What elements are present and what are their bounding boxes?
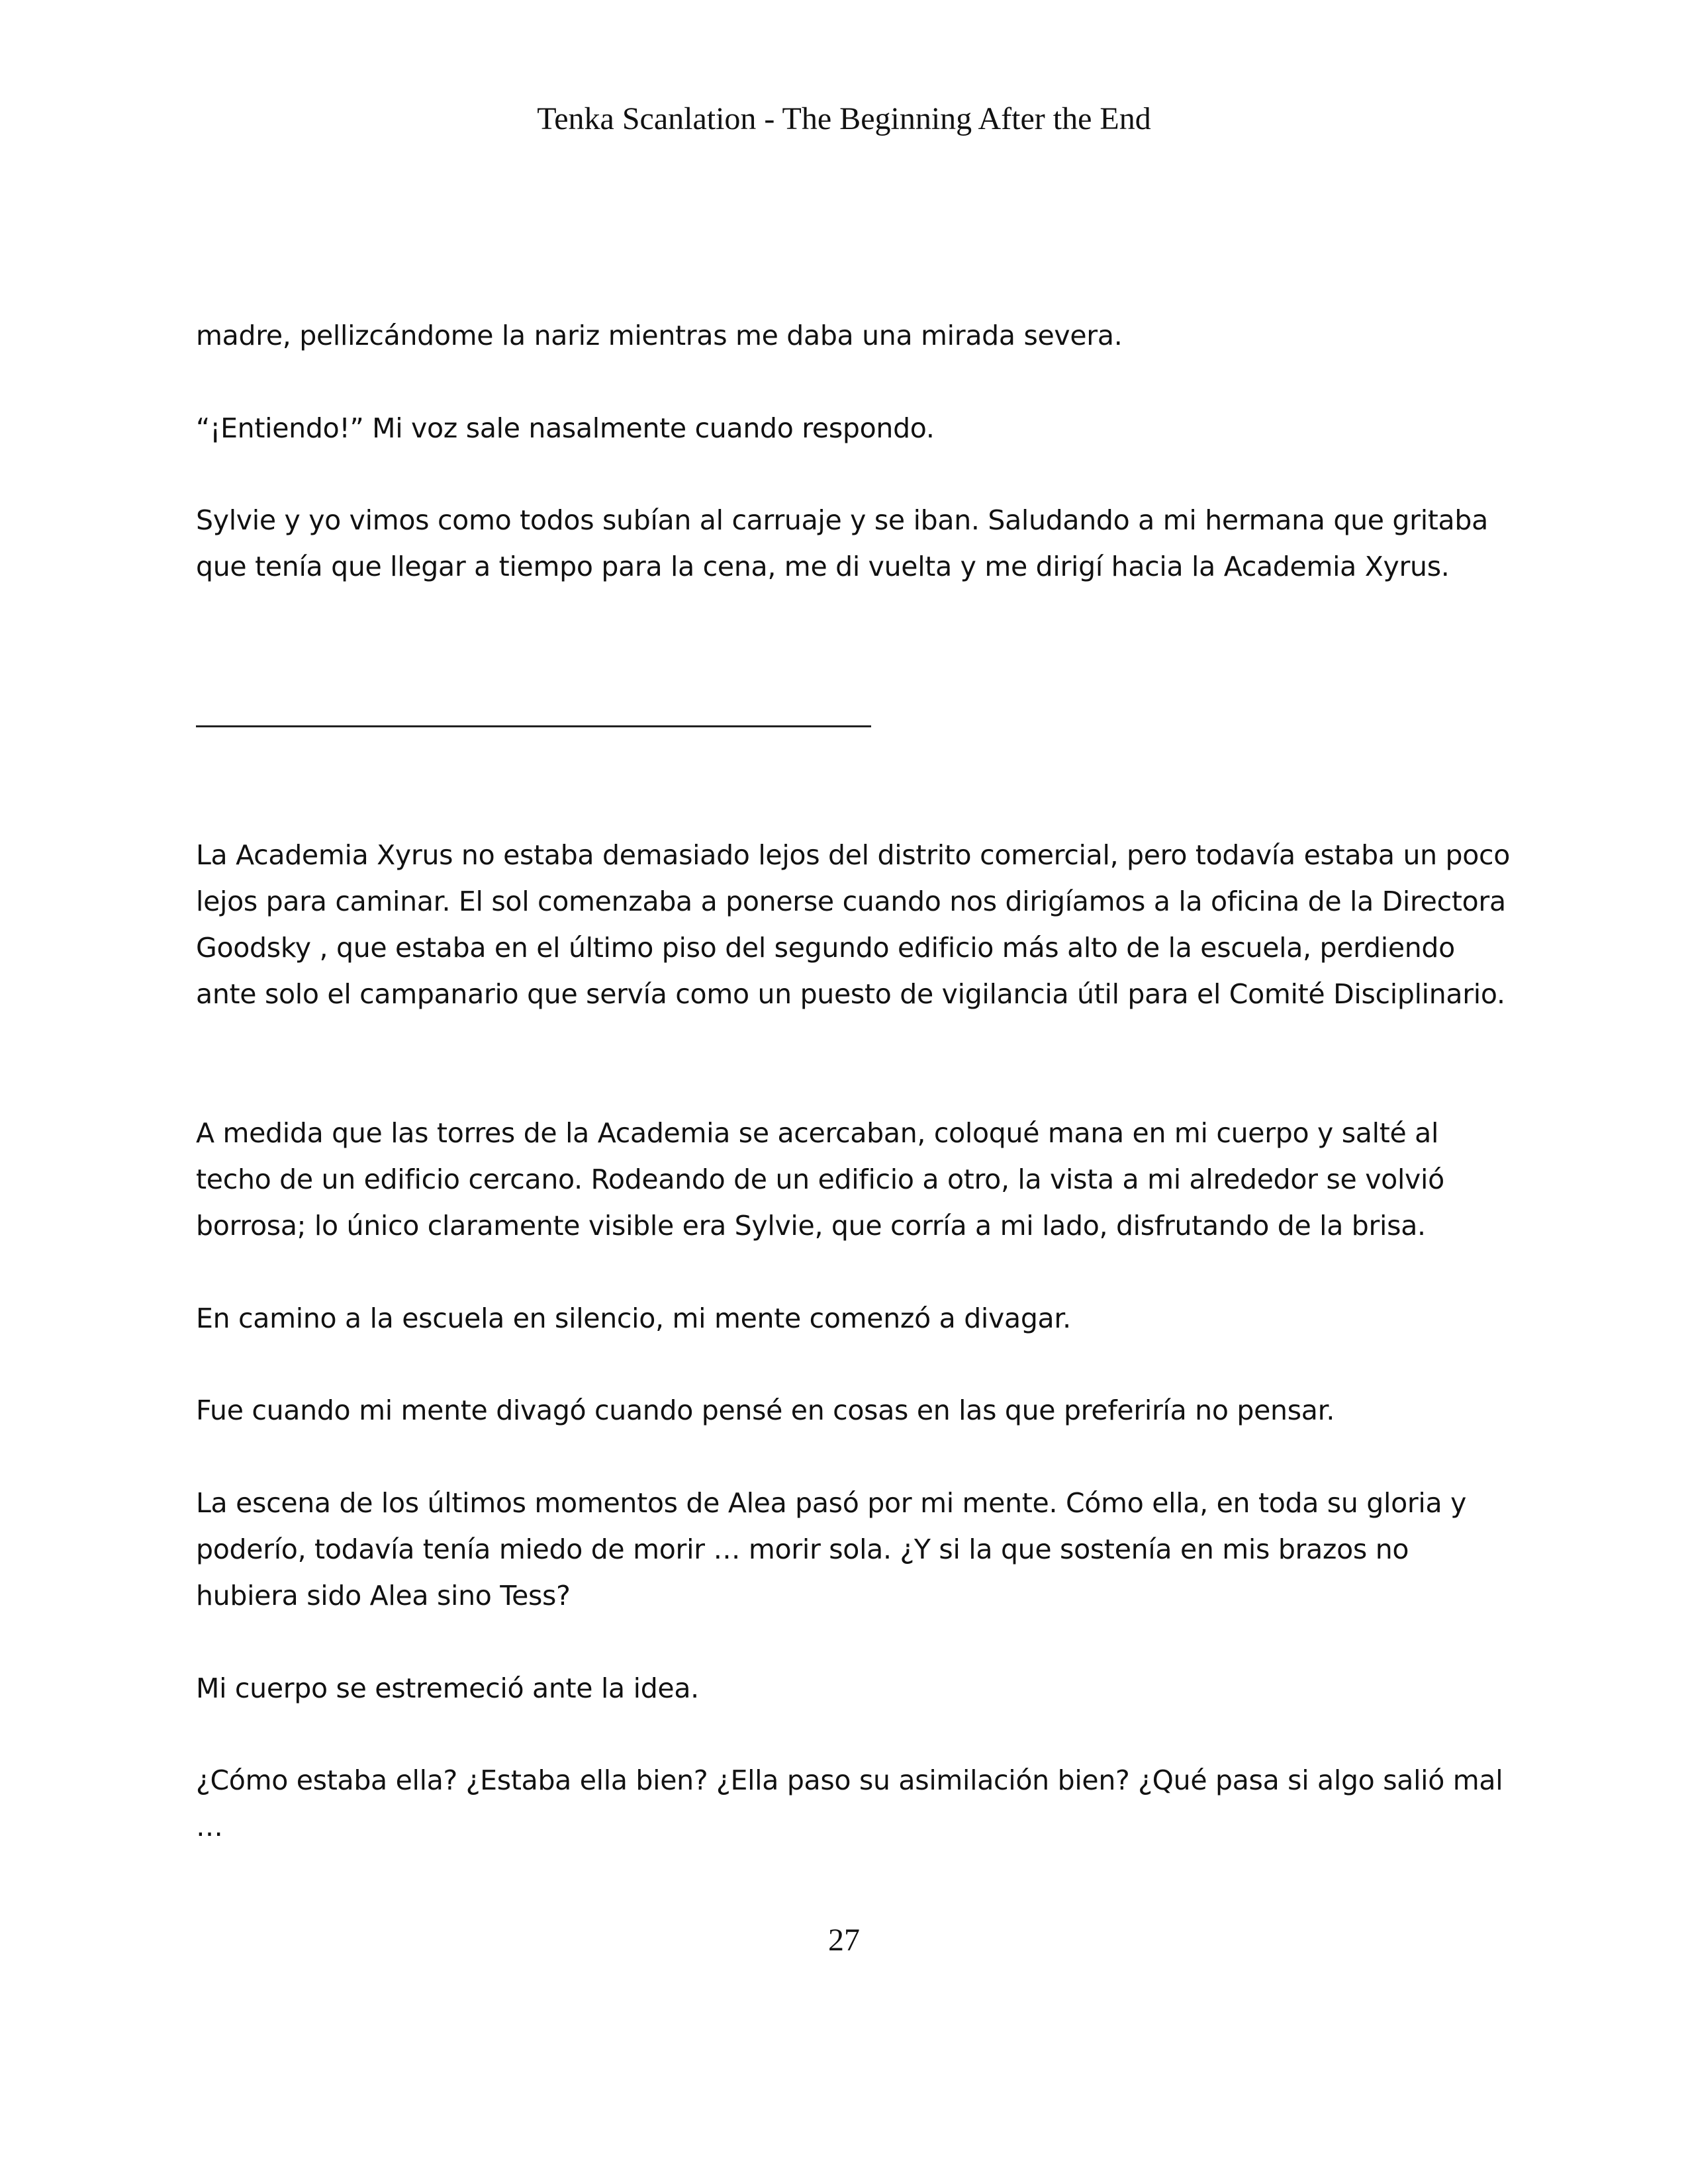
paragraph-5: A medida que las torres de la Academia se acercaban, coloqué mana en mi cuerpo y salté al techo de un edificio cercano. Rodeando de un edificio a otro, la vista a mi alrededor se volvió borrosa; lo único claramente visible era Sylvie, que corría a mi lado, disfrutando de la brisa. [196,1117,1444,1242]
page-number: 27 [828,1923,860,1958]
page-header: Tenka Scanlation - The Beginning After the End [537,101,1151,136]
paragraph-8: La escena de los últimos momentos de Alea pasó por mi mente. Cómo ella, en toda su gloria y poderío, todavía tenía miedo de morir … morir sola. ¿Y si la que sostenía en mis brazos no hubiera sido Alea sino Tess? [196,1487,1467,1612]
paragraph-10: ¿Cómo estaba ella? ¿Estaba ella bien? ¿Ella paso su asimilación bien? ¿Qué pasa si algo salió mal … [196,1764,1503,1843]
paragraph-9: Mi cuerpo se estremeció ante la idea. [196,1672,699,1704]
paragraph-1: madre, pellizcándome la nariz mientras me daba una mirada severa. [196,320,1123,351]
paragraph-7: Fue cuando mi mente divagó cuando pensé en cosas en las que preferiría no pensar. [196,1394,1335,1426]
section-divider [196,725,871,727]
paragraph-2: “¡Entiendo!” Mi voz sale nasalmente cuando respondo. [196,412,935,444]
paragraph-3: Sylvie y yo vimos como todos subían al carruaje y se iban. Saludando a mi hermana que gritaba que tenía que llegar a tiempo para la cena, me di vuelta y me dirigí hacia la Academia Xyrus. [196,504,1488,582]
paragraph-6: En camino a la escuela en silencio, mi mente comenzó a divagar. [196,1302,1071,1334]
paragraph-4: La Academia Xyrus no estaba demasiado lejos del distrito comercial, pero todavía estaba un poco lejos para caminar. El sol comenzaba a ponerse cuando nos dirigíamos a la oficina de la Directora Goodsky , que estaba en el último piso del segundo edificio más alto de la escuela, perdiendo ante solo el campanario que servía como un puesto de vigilancia útil para el Comité Disciplinario. [196,839,1511,1010]
